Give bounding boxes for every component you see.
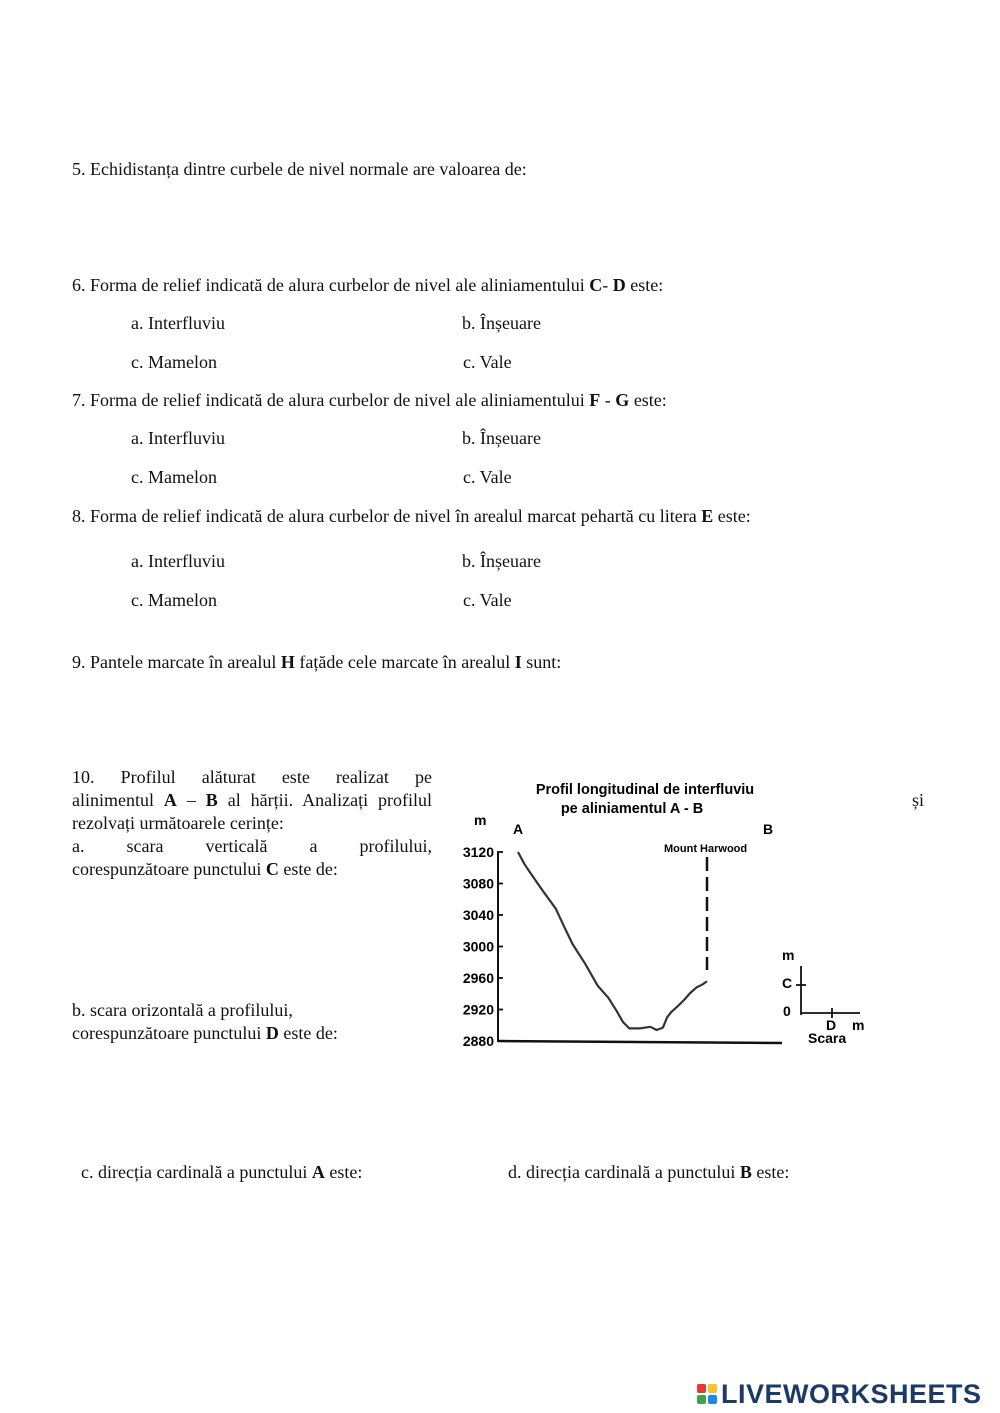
q10a-post: este de: [278, 859, 338, 879]
scale-title: Scara [808, 1030, 847, 1046]
question-6-separator: - [602, 275, 613, 295]
question-6-text: 6. Forma de relief indicată de alura curbelor de nivel ale aliniamentului [72, 275, 590, 295]
q10d-text: d. direcția cardinală a punctului [508, 1162, 740, 1182]
y-tick-label: 2960 [462, 970, 494, 986]
y-tick-label: 2920 [462, 1001, 494, 1018]
question-7-end: este: [629, 390, 667, 410]
y-tick-label: 3120 [462, 844, 494, 860]
question-10c [81, 1161, 362, 1183]
question-10a-line-2 [72, 858, 432, 881]
question-6 [72, 274, 663, 296]
question-10 [72, 766, 432, 881]
question-7 [72, 389, 667, 411]
question-10a-line-1: a. scara verticală a profilului, [72, 836, 432, 856]
question-9-text: 9. Pantele marcate în arealul [72, 652, 281, 672]
y-tick-label: 3080 [462, 875, 494, 892]
question-10d [508, 1161, 789, 1183]
question-10-line-3: rezolvați următoarele cerințe: [72, 813, 284, 833]
q6-option-b[interactable]: b. Înșeuare [462, 313, 541, 333]
logo-square-yellow [708, 1384, 717, 1393]
q10c-end: este: [324, 1162, 363, 1182]
question-8 [72, 505, 751, 527]
question-9 [72, 651, 561, 673]
chart-title: Profil longitudinal de interfluviu [535, 782, 755, 798]
q6-option-a[interactable]: a. Interfluviu [131, 313, 225, 333]
q10b-post: este de: [278, 1023, 338, 1043]
q7-option-d[interactable]: c. Vale [463, 467, 512, 487]
q10-point-b: B [205, 790, 218, 810]
y-tick-label: 3040 [462, 907, 494, 923]
q10-l2-pre: alinimentul [72, 790, 164, 810]
point-g-label: G [615, 390, 630, 410]
chart-subtitle: pe aliniamentul A - B [560, 801, 704, 817]
point-e-label: E [701, 506, 714, 526]
profile-line [518, 852, 707, 1030]
scale-point-c: C [782, 975, 793, 991]
scale-point-d: D [826, 1017, 837, 1033]
q7-option-b[interactable]: b. Înșeuare [462, 428, 541, 448]
point-d-label: D [612, 275, 626, 295]
question-10-line-2 [72, 789, 432, 812]
question-5-text: 5. Echidistanța dintre curbele de nivel normale are valoarea de: [72, 159, 527, 179]
question-10b [72, 999, 338, 1045]
question-5 [72, 158, 527, 180]
q10-point-a: A [163, 790, 177, 810]
q8-option-d[interactable]: c. Vale [463, 590, 512, 610]
peak-label: Mount Harwood [664, 843, 748, 855]
q10d-point-b: B [739, 1162, 752, 1182]
question-9-middle: fațăde cele marcate în arealul [294, 652, 515, 672]
scale-horizontal-unit: m [852, 1017, 865, 1033]
q7-option-a[interactable]: a. Interfluviu [131, 428, 225, 448]
start-point-label: A [513, 821, 524, 837]
q7-option-c[interactable]: c. Mamelon [131, 467, 217, 487]
q10c-point-a: A [311, 1162, 325, 1182]
area-h-label: H [280, 652, 295, 672]
q10-l2-dash: – [176, 790, 206, 810]
question-8-end: este: [713, 506, 751, 526]
question-7-separator: - [600, 390, 616, 410]
question-6-end: este: [625, 275, 664, 295]
question-10-line-1: 10. Profilul alăturat este realizat pe [72, 767, 432, 787]
y-tick-label: 3000 [462, 938, 494, 955]
q10d-end: este: [751, 1162, 790, 1182]
area-i-label: I [514, 652, 522, 672]
profile-chart [440, 770, 890, 1060]
q8-option-b[interactable]: b. Înșeuare [462, 551, 541, 571]
q8-option-c[interactable]: c. Mamelon [131, 590, 217, 610]
q8-option-a[interactable]: a. Interfluviu [131, 551, 225, 571]
x-axis [498, 1041, 782, 1043]
question-10-tail: și [912, 790, 925, 810]
point-c-label: C [589, 275, 603, 295]
liveworksheets-logo [697, 1379, 982, 1409]
q6-option-c[interactable]: c. Mamelon [131, 352, 217, 372]
logo-square-red [697, 1384, 706, 1393]
question-9-end: sunt: [521, 652, 562, 672]
logo-squares-icon [697, 1384, 717, 1404]
question-7-text: 7. Forma de relief indicată de alura curbelor de nivel ale aliniamentului [72, 390, 590, 410]
q10c-text: c. direcția cardinală a punctului [81, 1162, 312, 1182]
question-10b-line-1: b. scara orizontală a profilului, [72, 1000, 293, 1020]
logo-square-green [697, 1395, 706, 1404]
question-8-text: 8. Forma de relief indicată de alura curbelor de nivel în arealul marcat pehartă cu litera [72, 506, 702, 526]
q6-option-d[interactable]: c. Vale [463, 352, 512, 372]
point-f-label: F [589, 390, 601, 410]
question-10b-line-2 [72, 1022, 338, 1045]
y-ticks [463, 844, 503, 1049]
scale-origin: 0 [783, 1003, 791, 1019]
logo-square-blue [708, 1395, 717, 1404]
q10a-point-c: C [265, 859, 279, 879]
q10a-pre: corespunzătoare punctului [72, 859, 266, 879]
q10b-point-d: D [265, 1023, 279, 1043]
logo-wordmark: LIVEWORKSHEETS [721, 1378, 982, 1409]
scale-vertical-unit: m [782, 947, 795, 963]
end-point-label: B [763, 821, 774, 837]
q10-l2-post: al hărții. Analizați profilul [217, 790, 432, 810]
y-tick-label: 2880 [462, 1033, 494, 1049]
q10b-pre: corespunzătoare punctului [72, 1023, 266, 1043]
y-axis-unit: m [474, 812, 487, 828]
